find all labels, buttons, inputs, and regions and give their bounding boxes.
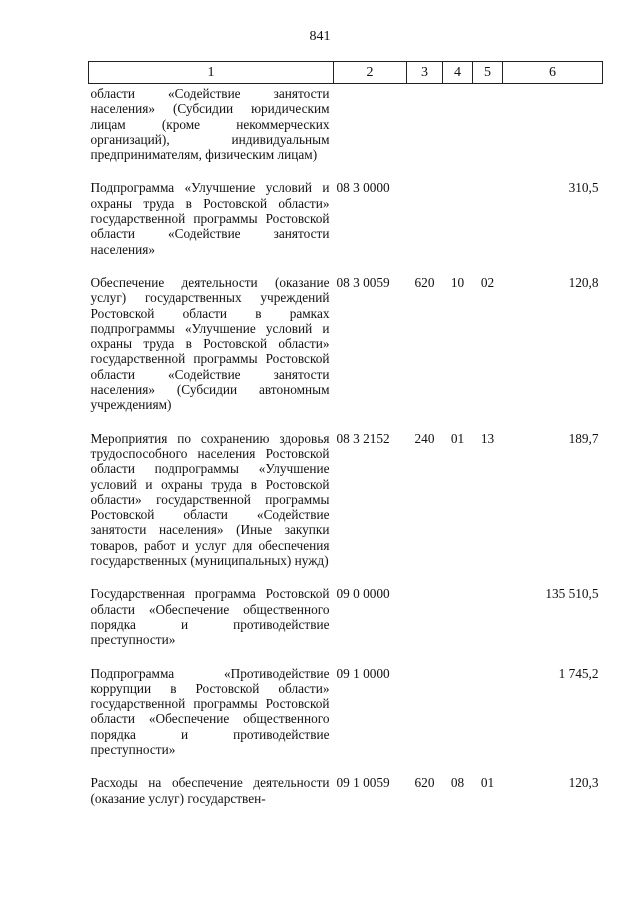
table-row — [89, 586, 603, 665]
table-row — [89, 666, 603, 776]
row-vr: 620 — [414, 274, 435, 290]
row-name: Мероприятия по сохранению здоровья трудоспособного населения Ростовской области подпрограммы «Улучшение условий и охраны труда в Ростовской области» государственной программы Ростовской области «Содействие занятости населения» (Иные закупки товаров, работ и услуг для обеспечения государственных (муниципальных) нужд) — [90, 430, 330, 569]
row-pr — [473, 180, 503, 274]
row-name: области «Содействие занятости населения» (Субсидии юридическим лицам (кроме некоммерческих организаций), индивидуальным предпринимателям, физическим лицам) — [90, 86, 330, 163]
header-col-2: 2 — [334, 62, 407, 84]
budget-table — [88, 61, 603, 824]
table-header-row — [89, 62, 603, 84]
header-col-6: 6 — [503, 62, 603, 84]
row-vr: 240 — [414, 430, 435, 446]
table-row — [89, 775, 603, 824]
row-name: Обеспечение деятельности (оказание услуг) государственных учреждений Ростовской области в рамках подпрограммы «Улучшение условий и охраны труда в Ростовской области» государственной программы Ростовской области «Содействие занятости населения» (Субсидии автономным учреждениям) — [90, 274, 330, 413]
row-name: Расходы на обеспечение деятельности (оказание услуг) государствен- — [90, 775, 330, 806]
row-pr — [473, 666, 503, 776]
row-pr — [473, 84, 503, 181]
header-col-4: 4 — [443, 62, 473, 84]
row-name: Подпрограмма «Противодействие коррупции в Ростовской области» государственной программы Ростовской области «Обеспечение общественного порядка и противодействие преступности» — [90, 665, 330, 757]
row-sum: 120,3 — [568, 775, 599, 791]
row-sum: 189,7 — [568, 430, 599, 446]
row-vr — [407, 84, 443, 181]
row-pr — [473, 586, 503, 665]
header-col-5: 5 — [473, 62, 503, 84]
row-pr: 01 — [480, 775, 495, 791]
header-col-1: 1 — [89, 62, 334, 84]
row-sum: 120,8 — [568, 274, 599, 290]
table-row — [89, 431, 603, 587]
row-code: 08 3 2152 — [336, 430, 390, 446]
row-sum — [503, 84, 603, 181]
row-sum: 310,5 — [568, 180, 599, 196]
row-rz: 08 — [450, 775, 465, 791]
row-name: Подпрограмма «Улучшение условий и охраны труда в Ростовской области» государственной программы Ростовской области «Содействие занятости населения» — [90, 180, 330, 257]
row-vr — [407, 666, 443, 776]
row-rz — [443, 586, 473, 665]
row-vr — [407, 586, 443, 665]
row-pr: 13 — [480, 430, 495, 446]
page-number: 841 — [309, 29, 331, 44]
row-rz — [443, 84, 473, 181]
row-code: 08 3 0000 — [336, 180, 390, 196]
row-code: 08 3 0059 — [336, 274, 390, 290]
row-sum: 1 745,2 — [558, 665, 599, 681]
row-name: Государственная программа Ростовской области «Обеспечение общественного порядка и противодействие преступности» — [90, 586, 330, 648]
table-row — [89, 180, 603, 274]
row-pr: 02 — [480, 274, 495, 290]
table-row — [89, 275, 603, 431]
header-col-3: 3 — [407, 62, 443, 84]
budget-table-container — [88, 61, 602, 824]
row-vr: 620 — [414, 775, 435, 791]
row-rz — [443, 180, 473, 274]
row-vr — [407, 180, 443, 274]
row-code: 09 0 0000 — [336, 586, 390, 602]
row-code: 09 1 0000 — [336, 665, 390, 681]
row-rz: 10 — [450, 274, 465, 290]
row-code — [334, 84, 407, 181]
row-sum: 135 510,5 — [545, 586, 599, 602]
table-row — [89, 84, 603, 181]
row-rz — [443, 666, 473, 776]
row-rz: 01 — [450, 430, 465, 446]
row-code: 09 1 0059 — [336, 775, 390, 791]
